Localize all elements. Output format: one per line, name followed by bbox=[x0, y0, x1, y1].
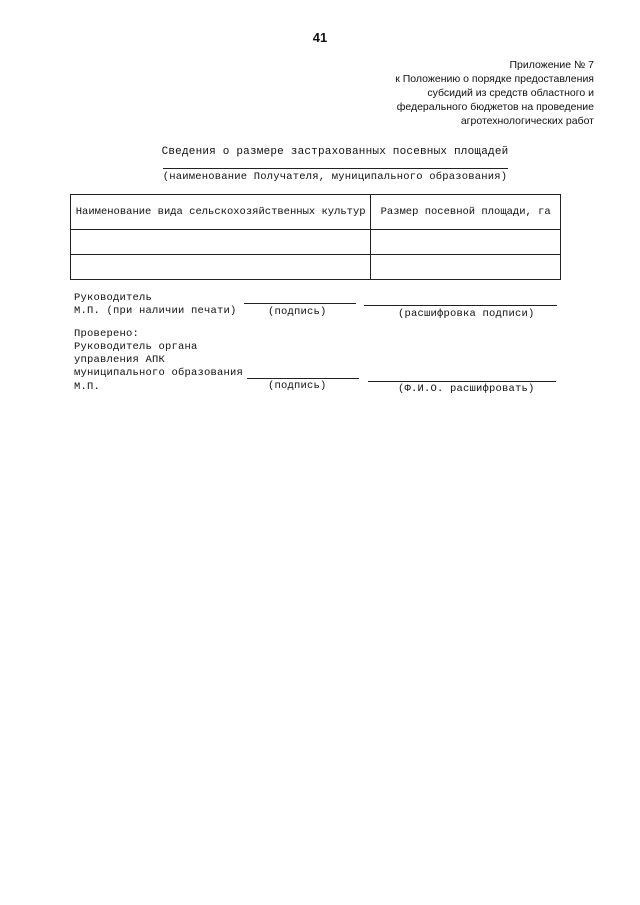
header-sown-area: Размер посевной площади, га bbox=[371, 195, 561, 230]
verifier-line: управления АПК bbox=[74, 354, 166, 366]
appendix-header bbox=[334, 58, 594, 128]
table-cell bbox=[71, 230, 371, 255]
table-cell bbox=[371, 230, 561, 255]
verifier-line: муниципального образования bbox=[74, 367, 244, 379]
document-title: Сведения о размере застрахованных посевных площадей bbox=[161, 146, 509, 158]
header-crop-type: Наименование вида сельскохозяйственных культур bbox=[71, 195, 371, 230]
table-header-row bbox=[71, 195, 561, 230]
appendix-line: субсидий из средств областного и bbox=[427, 87, 594, 99]
signature-line bbox=[244, 303, 356, 304]
decoding-line bbox=[364, 305, 557, 306]
table-cell bbox=[371, 255, 561, 280]
table-cell bbox=[71, 255, 371, 280]
verifier-line: Руководитель органа bbox=[74, 341, 198, 353]
appendix-line: к Положению о порядке предоставления bbox=[395, 73, 594, 85]
checked-label: Проверено: bbox=[74, 328, 140, 340]
head-label: Руководитель bbox=[74, 292, 153, 304]
page-number: 41 bbox=[312, 30, 328, 45]
verifier-name-line bbox=[368, 381, 556, 382]
decoding-caption: (расшифровка подписи) bbox=[398, 308, 535, 320]
recipient-caption: (наименование Получателя, муниципального образования) bbox=[162, 171, 508, 183]
stamp-label: М.П. (при наличии печати) bbox=[74, 305, 237, 317]
verifier-name-caption: (Ф.И.О. расшифровать) bbox=[398, 383, 535, 395]
recipient-blank-line bbox=[163, 168, 508, 169]
appendix-line: Приложение № 7 bbox=[509, 59, 594, 71]
table-row bbox=[71, 255, 561, 280]
verifier-signature-caption: (подпись) bbox=[268, 380, 327, 392]
verifier-stamp-label: М.П. bbox=[74, 381, 101, 393]
crops-table bbox=[70, 194, 561, 280]
verifier-signature-line bbox=[247, 378, 359, 379]
signature-caption: (подпись) bbox=[268, 306, 327, 318]
table-row bbox=[71, 230, 561, 255]
appendix-line: агротехнологических работ bbox=[460, 115, 594, 127]
appendix-line: федерального бюджетов на проведение bbox=[396, 101, 594, 113]
